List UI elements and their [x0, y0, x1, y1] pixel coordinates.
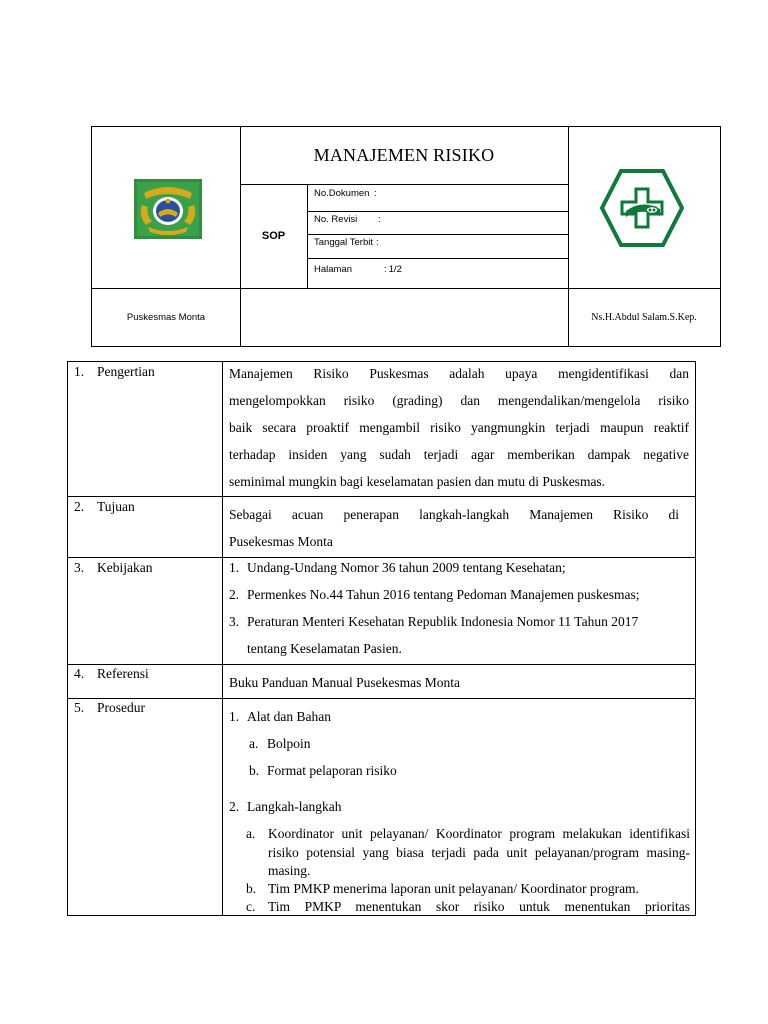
field-label: No.Dokumen [314, 188, 370, 199]
regional-emblem-logo [134, 179, 202, 239]
item-marker: a. [249, 736, 259, 751]
text-line: baik secara proaktif mengambil risiko yangmungkin terjadi maupun reaktif [229, 420, 689, 435]
item-marker: c. [246, 899, 256, 914]
header-divider [307, 258, 568, 259]
text-line: Pusekesmas Monta [229, 534, 333, 549]
text-line: terhadap insiden yang sudah terjadi agar memberikan dampak negative [229, 447, 689, 462]
field-separator: : [378, 214, 381, 225]
section-title: Prosedur [97, 700, 145, 715]
section-number: 3. [74, 560, 85, 575]
item-text: Format pelaporan risiko [267, 763, 397, 778]
item-number: 2. [229, 799, 240, 814]
row-divider [68, 698, 695, 699]
organization-name: Puskesmas Monta [126, 311, 206, 323]
field-halaman [314, 264, 402, 275]
item-text: Bolpoin [267, 736, 311, 751]
sop-content-table [67, 361, 696, 916]
section-label-tujuan [74, 499, 135, 515]
item-text: Undang-Undang Nomor 36 tahun 2009 tentang Kesehatan; [247, 560, 566, 575]
section-label-pengertian [74, 364, 155, 380]
section-title: Referensi [97, 666, 149, 681]
prosedur-sub-item [249, 761, 397, 781]
item-marker: a. [246, 826, 256, 841]
prosedur-group-title [229, 797, 341, 817]
kebijakan-item [229, 585, 639, 605]
field-label: Tanggal Terbit [314, 237, 373, 248]
text-line: seminimal mungkin bagi keselamatan pasien dan mutu di Puskesmas. [229, 474, 606, 489]
header-divider [307, 184, 308, 288]
puskesmas-logo [600, 169, 684, 247]
item-text: Tim PMKP menerima laporan unit pelayanan/ Koordinator program. [268, 881, 639, 896]
row-divider [68, 496, 695, 497]
item-text: Langkah-langkah [247, 799, 342, 814]
text-line: mengelompokkan risiko (grading) dan mengendalikan/mengelola risiko [229, 393, 689, 408]
prosedur-sub-item [249, 734, 311, 754]
item-text: Koordinator unit pelayanan/ Koordinator program melakukan identifikasi risiko potensial yang biasa terjadi pada unit pelayanan/program masing-masing. [268, 826, 690, 878]
kebijakan-item [229, 558, 566, 578]
field-no-revisi [314, 214, 381, 225]
document-title: MANAJEMEN RISIKO [313, 145, 495, 165]
item-text: Tim PMKP menentukan skor risiko untuk menentukan prioritas [268, 899, 690, 914]
item-text: tentang Keselamatan Pasien. [247, 641, 402, 656]
field-label: No. Revisi [314, 214, 358, 225]
column-divider [222, 362, 223, 915]
kebijakan-item [229, 612, 638, 632]
prosedur-group-title [229, 707, 331, 727]
field-separator: : [384, 264, 387, 275]
header-divider [307, 234, 568, 235]
section-number: 1. [74, 364, 85, 379]
sop-label: SOP [261, 230, 286, 242]
text-line: Sebagai acuan penerapan langkah-langkah Manajemen Risiko di [229, 507, 679, 522]
section-title: Tujuan [97, 499, 135, 514]
referensi-text [229, 673, 460, 693]
field-label: Halaman [314, 264, 353, 275]
item-marker: b. [249, 763, 260, 778]
section-label-kebijakan [74, 560, 152, 576]
section-title: Kebijakan [97, 560, 153, 575]
item-number: 2. [229, 587, 240, 602]
header-divider [307, 211, 568, 212]
prosedur-step-item [246, 825, 690, 881]
row-divider [68, 664, 695, 665]
sop-header-table [91, 126, 721, 347]
section-number: 2. [74, 499, 85, 514]
section-label-prosedur [74, 700, 145, 716]
kebijakan-item-continuation [247, 639, 402, 659]
prosedur-step-item [246, 880, 690, 899]
item-number: 1. [229, 709, 240, 724]
item-number: 3. [229, 614, 240, 629]
tujuan-text [229, 501, 679, 555]
pengertian-text [229, 360, 689, 495]
prosedur-step-item [246, 898, 690, 917]
section-number: 5. [74, 700, 85, 715]
section-label-referensi [74, 666, 149, 682]
section-title: Pengertian [97, 364, 155, 379]
field-separator: : [374, 188, 377, 199]
text-line: Manajemen Risiko Puskesmas adalah upaya mengidentifikasi dan [229, 366, 689, 381]
item-marker: b. [246, 881, 257, 896]
item-text: Permenkes No.44 Tahun 2016 tentang Pedoman Manajemen puskesmas; [247, 587, 640, 602]
field-separator: : [375, 237, 379, 248]
item-number: 1. [229, 560, 240, 575]
item-text: Alat dan Bahan [247, 709, 331, 724]
section-number: 4. [74, 666, 85, 681]
field-tanggal-terbit [314, 237, 379, 248]
item-text: Peraturan Menteri Kesehatan Republik Indonesia Nomor 11 Tahun 2017 [247, 614, 639, 629]
field-no-dokumen [314, 188, 377, 199]
field-value: 1/2 [388, 264, 402, 275]
author-name: Ns.H.Abdul Salam.S.Kep. [591, 311, 697, 323]
item-text: Buku Panduan Manual Pusekesmas Monta [229, 675, 460, 690]
